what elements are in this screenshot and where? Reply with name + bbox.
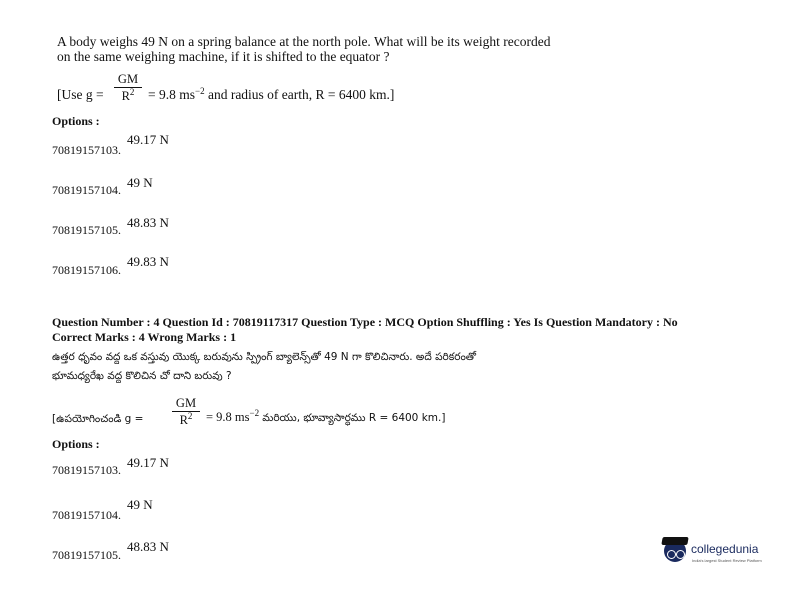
options-label: Options : xyxy=(52,437,100,451)
collegedunia-logo xyxy=(664,538,768,568)
option-text[interactable]: 49.83 N xyxy=(127,254,169,269)
option-id: 70819157104. xyxy=(52,508,121,522)
option-id: 70819157105. xyxy=(52,223,121,237)
telugu-question-line-1: ఉత్తర ధృవం వద్ద ఒక వస్తువు యొక్క బరువును స్ప్రింగ్ బ్యాలెన్స్‌తో 49 N గా కొలిచినారు. అదే పరికరంతో xyxy=(52,351,477,363)
telugu-question-line-2: భూమధ్యరేఖ వద్ద కొలిచిన చో దాని బరువు ? xyxy=(52,370,232,382)
hint-value: = 9.8 $ms^{-2}$ and radius of earth, R = 6400 km.] xyxy=(148,86,395,102)
logo-name: collegedunia xyxy=(691,542,759,556)
option-id: 70819157106. xyxy=(52,263,121,277)
question-text-line-1: A body weighs 49 N on a spring balance at the north pole. What will be its weight recorded xyxy=(57,34,551,49)
telugu-hint-prefix: [ఉపయోగించండి g = xyxy=(52,413,144,425)
option-id: 70819157105. xyxy=(52,548,121,562)
option-text[interactable]: 48.83 N xyxy=(127,539,169,554)
gm-over-r2-fraction xyxy=(172,396,200,427)
question-text-line-2: on the same weighing machine, if it is shifted to the equator ? xyxy=(57,49,390,64)
option-id: 70819157104. xyxy=(52,183,121,197)
fraction-numerator: GM xyxy=(175,396,197,410)
question-meta-line-2: Correct Marks : 4 Wrong Marks : 1 xyxy=(52,330,237,344)
telugu-hint-value: = 9.8 $ms^{-2}$ మరియు, భూవ్యాసార్ధము R = 6400 km.] xyxy=(206,408,446,424)
option-text[interactable]: 49.17 N xyxy=(127,132,169,147)
fraction-denominator: $R^2$ xyxy=(179,411,193,427)
option-id: 70819157103. xyxy=(52,143,121,157)
options-label: Options : xyxy=(52,114,100,128)
option-text[interactable]: 49 N xyxy=(127,497,153,512)
logo-tagline: India's largest Student Review Platform xyxy=(692,558,762,563)
hint-prefix: [Use g = xyxy=(57,87,104,102)
option-id: 70819157103. xyxy=(52,463,121,477)
graduate-owl-icon xyxy=(664,540,686,562)
option-text[interactable]: 48.83 N xyxy=(127,215,169,230)
gm-over-r2-fraction xyxy=(114,72,142,103)
question-meta-line-1: Question Number : 4 Question Id : 70819117317 Question Type : MCQ Option Shuffling : Yes Is Question Mandatory : No xyxy=(52,315,678,329)
fraction-denominator: $R^2$ xyxy=(121,87,135,103)
fraction-numerator: GM xyxy=(117,72,139,86)
option-text[interactable]: 49 N xyxy=(127,175,153,190)
option-text[interactable]: 49.17 N xyxy=(127,455,169,470)
